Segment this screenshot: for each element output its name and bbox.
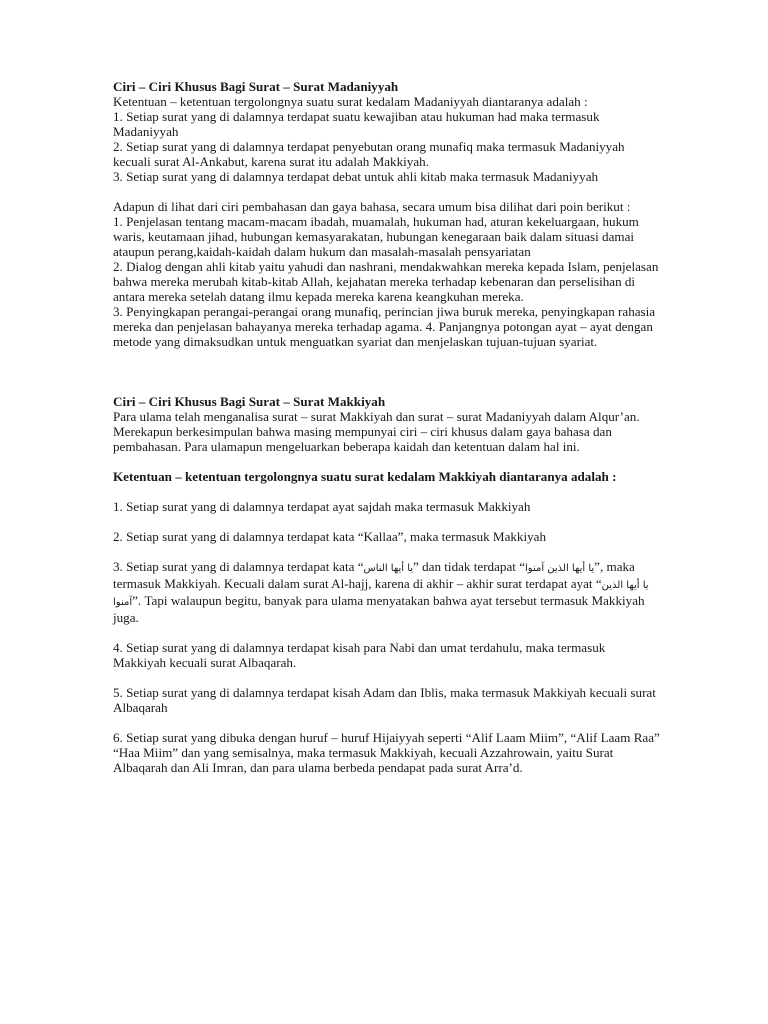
- spacer: [113, 715, 661, 730]
- madaniyyah-rule-3: 3. Setiap surat yang di dalamnya terdapat debat untuk ahli kitab maka termasuk Madaniyyah: [113, 169, 599, 184]
- makkiyah-rule-2: 2. Setiap surat yang di dalamnya terdapat kata “Kallaa”, maka termasuk Makkiyah: [113, 529, 547, 544]
- madaniyyah-rule-1: 1. Setiap surat yang di dalamnya terdapat suatu kewajiban atau hukuman had maka termasuk Madaniyyah: [113, 109, 600, 139]
- spacer: [113, 484, 661, 499]
- makkiyah-rule-5: 5. Setiap surat yang di dalamnya terdapat kisah Adam dan Iblis, maka termasuk Makkiyah kecuali surat Albaqarah: [113, 685, 656, 715]
- rule-3-text-d: ”. Tapi walaupun begitu, banyak para ulama menyatakan bahwa ayat tersebut termasuk Makkiyah juga.: [113, 593, 645, 625]
- madaniyyah-title: Ciri – Ciri Khusus Bagi Surat – Surat Madaniyyah: [113, 79, 399, 94]
- madaniyyah-style-intro: Adapun di lihat dari ciri pembahasan dan gaya bahasa, secara umum bisa dilihat dari poin berikut :: [113, 199, 631, 214]
- spacer: [113, 454, 661, 469]
- madaniyyah-rule-2: 2. Setiap surat yang di dalamnya terdapat penyebutan orang munafiq maka termasuk Madaniyyah kecuali surat Al-Ankabut, karena surat itu adalah Makkiyah.: [113, 139, 625, 169]
- spacer: [113, 514, 661, 529]
- arabic-phrase-3: يا أيها الذين آمنوا: [113, 580, 649, 608]
- makkiyah-intro: Para ulama telah menganalisa surat – surat Makkiyah dan surat – surat Madaniyyah dalam Alqur’an. Merekapun berkesimpulan bahwa masing mempunyai ciri – ciri khusus dalam gaya bahasa dan pembahasan. Para ulamapun mengeluarkan beberapa kaidah dan ketentuan dalam hal ini.: [113, 409, 640, 454]
- spacer: [113, 625, 661, 640]
- spacer: [113, 670, 661, 685]
- makkiyah-rule-6: 6. Setiap surat yang dibuka dengan huruf – huruf Hijaiyyah seperti “Alif Laam Miim”, “Alif Laam Raa” “Haa Miim” dan yang semisalnya, maka termasuk Makkiyah, kecuali Azzahrowain, yaitu Surat Albaqarah dan Ali Imran, dan para ulama berbeda pendapat pada surat Arra’d.: [113, 730, 660, 775]
- spacer: [113, 349, 661, 394]
- rule-3-text-b: ” dan tidak terdapat “: [413, 559, 525, 574]
- spacer: [113, 544, 661, 559]
- arabic-phrase-1: يا أيها الناس: [363, 563, 414, 574]
- makkiyah-rule-3: [113, 559, 661, 625]
- makkiyah-rule-1: 1. Setiap surat yang di dalamnya terdapat ayat sajdah maka termasuk Makkiyah: [113, 499, 531, 514]
- makkiyah-rules-heading: Ketentuan – ketentuan tergolongnya suatu surat kedalam Makkiyah diantaranya adalah :: [113, 469, 617, 484]
- rule-3-text-c: ”, maka termasuk Makkiyah. Kecuali dalam surat Al-hajj, karena di akhir – akhir surat terdapat ayat “: [113, 559, 635, 591]
- makkiyah-title: Ciri – Ciri Khusus Bagi Surat – Surat Makkiyah: [113, 394, 386, 409]
- madaniyyah-style-point-1: 1. Penjelasan tentang macam-macam ibadah, muamalah, hukuman had, aturan kekeluargaan, hukum waris, keutamaan jihad, hubungan kemasyarakatan, hubungan kenegaraan baik dalam situasi damai ataupun perang,kaidah-kaidah dalam hukum dan masalah-masalah pensyariatan: [113, 214, 639, 259]
- madaniyyah-style-point-3: 3. Penyingkapan perangai-perangai orang munafiq, perincian jiwa buruk mereka, penyingkapan rahasia mereka dan penjelasan bahayanya mereka terhadap agama. 4. Panjangnya potongan ayat – ayat dengan metode yang dimaksudkan untuk menguatkan syariat dan menjelaskan tujuan-tujuan syariat.: [113, 304, 656, 349]
- document-page: [113, 79, 661, 775]
- makkiyah-rule-4: 4. Setiap surat yang di dalamnya terdapat kisah para Nabi dan umat terdahulu, maka termasuk Makkiyah kecuali surat Albaqarah.: [113, 640, 606, 670]
- rule-3-text-a: 3. Setiap surat yang di dalamnya terdapat kata “: [113, 559, 364, 574]
- arabic-phrase-2: يا أيها الذين آمنوا: [525, 563, 595, 574]
- spacer: [113, 184, 661, 199]
- madaniyyah-style-point-2: 2. Dialog dengan ahli kitab yaitu yahudi dan nashrani, mendakwahkan mereka kepada Islam, penjelasan bahwa mereka merubah kitab-kitab Allah, kejahatan mereka terhadap kebenaran dan perselisihan di antara mereka setelah datang ilmu kepada mereka karena keangkuhan mereka.: [113, 259, 659, 304]
- madaniyyah-intro: Ketentuan – ketentuan tergolongnya suatu surat kedalam Madaniyyah diantaranya adalah :: [113, 94, 588, 109]
